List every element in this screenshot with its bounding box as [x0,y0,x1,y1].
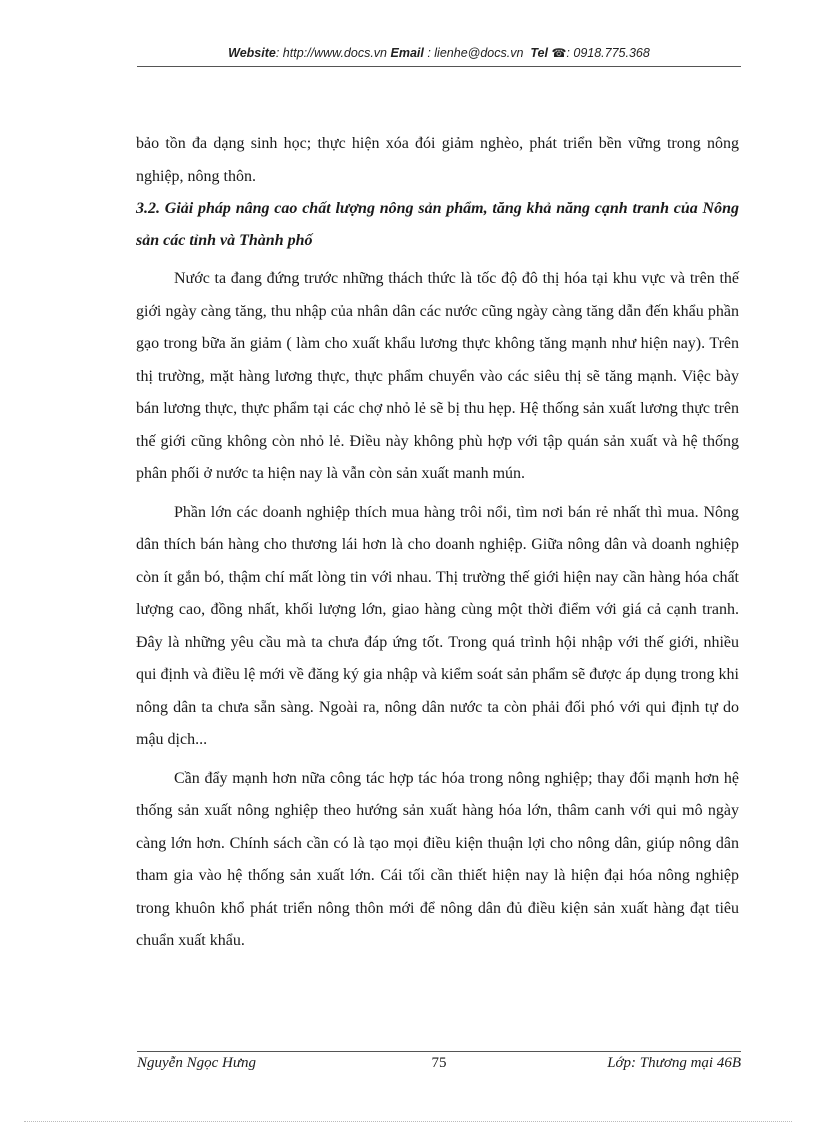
page-number: 75 [431,1055,447,1071]
email-value[interactable]: lienhe@docs.vn [434,46,524,60]
paragraph-1: Nước ta đang đứng trước những thách thức là tốc độ đô thị hóa tại khu vực và trên thế giới ngày càng tăng, thu nhập của nhân dân các nước cũng ngày càng tăng dẫn đến khẩu phần gạo trong bữa ăn giảm ( làm cho xuất khẩu lương thực không tăng mạnh như hiện nay). Trên thị trường, mặt hàng lương thực, thực phẩm chuyển vào các siêu thị sẽ tăng mạnh. Việc bày bán lương thực, thực phẩm tại các chợ nhỏ lẻ sẽ bị thu hẹp. Hệ thống sản xuất lương thực trên thế giới cũng không còn nhỏ lẻ. Điều này không phù hợp với tập quán sản xuất và hệ thống phân phối ở nước ta hiện nay là vẫn còn sản xuất manh mún. [136,270,739,482]
document-body [136,128,739,958]
website-label: Website [228,46,276,60]
section-heading: 3.2. Giải pháp nâng cao chất lượng nông sản phẩm, tăng khả năng cạnh tranh của Nông sản các tỉnh và Thành phố [136,200,739,249]
page-header [137,46,741,60]
paragraph-3: Cần đẩy mạnh hơn nữa công tác hợp tác hóa trong nông nghiệp; thay đổi mạnh hơn hệ thống sản xuất nông nghiệp theo hướng sản xuất hàng hóa lớn, thâm canh với qui mô ngày càng lớn hơn. Chính sách cần có là tạo mọi điều kiện thuận lợi cho nông dân, giúp nông dân tham gia vào hệ thống sản xuất lớn. Cái tối cần thiết hiện nay là hiện đại hóa nông nghiệp trong khuôn khổ phát triển nông thôn mới để nông dân đủ điều kiện sản xuất hàng đạt tiêu chuẩn xuất khẩu. [136,769,739,949]
paragraph-2: Phần lớn các doanh nghiệp thích mua hàng trôi nổi, tìm nơi bán rẻ nhất thì mua. Nông dân thích bán hàng cho thương lái hơn là cho doanh nghiệp. Giữa nông dân và doanh nghiệp còn ít gắn bó, thậm chí mất lòng tin với nhau. Thị trường thế giới hiện nay cần hàng hóa chất lượng cao, đồng nhất, khối lượng lớn, giao hàng cùng một thời điểm với giá cả cạnh tranh. Đây là những yêu cầu mà ta chưa đáp ứng tốt. Trong quá trình hội nhập với thế giới, nhiều qui định và điều lệ mới về đăng ký gia nhập và kiểm soát sản phẩm sẽ được áp dụng trong khi nông dân ta chưa sẵn sàng. Ngoài ra, nông dân nước ta còn phải đối phó với qui định tự do mậu dịch... [136,503,739,748]
paragraph-continuation: bảo tồn đa dạng sinh học; thực hiện xóa đói giảm nghèo, phát triển bền vững trong nông nghiệp, nông thôn. [136,135,739,185]
footer-author: Nguyễn Ngọc Hưng [137,1055,256,1071]
footer-class: Lớp: Thương mại 46B [607,1055,741,1071]
website-sep: : [275,46,283,60]
tel-label: Tel [530,46,548,60]
header-rule [137,66,741,67]
email-label: Email [390,46,424,60]
page-edge-dotted-line [24,1121,792,1122]
footer-rule [137,1051,741,1052]
telephone-icon: ☎ [551,46,567,60]
tel-value: : 0918.775.368 [566,46,650,60]
email-sep: : [423,46,435,60]
website-url[interactable]: http://www.docs.vn [282,46,388,60]
